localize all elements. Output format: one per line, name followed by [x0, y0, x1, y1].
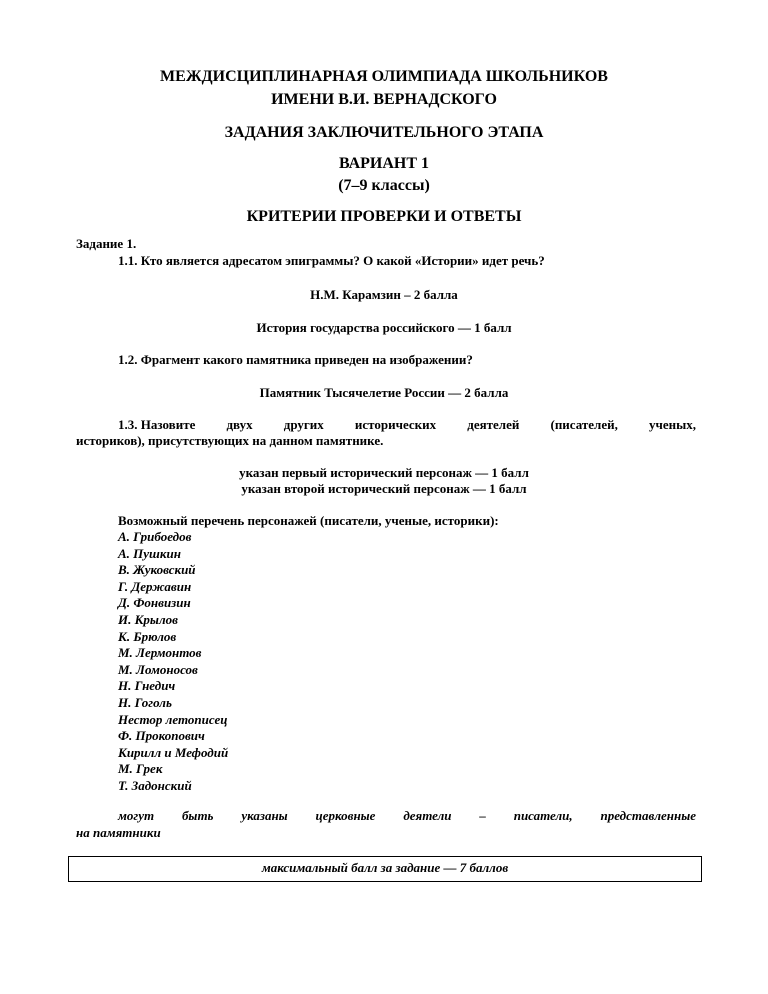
list-item: Ф. Прокопович: [118, 728, 205, 744]
list-item: М. Грек: [118, 761, 163, 777]
task-title: Задание 1.: [76, 236, 137, 251]
question-1-3-line-1: [118, 417, 696, 433]
list-item: Н. Гоголь: [118, 694, 172, 710]
stage-heading: ЗАДАНИЯ ЗАКЛЮЧИТЕЛЬНОГО ЭТАПА: [224, 124, 544, 141]
note-line-2: на памятники: [76, 825, 161, 840]
answer-1-3-b: указан второй исторический персонаж — 1 балл: [241, 481, 527, 496]
question-1-3-line-2: историков), присутствующих на данном памятнике.: [76, 433, 384, 448]
list-item: Кирилл и Мефодий: [118, 744, 229, 760]
note-word: указаны: [241, 808, 288, 823]
persons-list: [118, 529, 228, 795]
answer-1-1-b: История государства российского — 1 балл: [256, 320, 512, 335]
section-heading: КРИТЕРИИ ПРОВЕРКИ И ОТВЕТЫ: [246, 208, 522, 225]
answer-1-2: Памятник Тысячелетие России — 2 балла: [259, 385, 509, 400]
list-item: Нестор летописец: [118, 711, 228, 727]
note-word: церковные: [315, 808, 376, 823]
answer-1-3-a: указан первый исторический персонаж — 1 балл: [239, 465, 529, 480]
note-word: деятели: [403, 808, 452, 823]
list-item: Н. Гнедич: [118, 678, 176, 694]
title-line-1: МЕЖДИСЦИПЛИНАРНАЯ ОЛИМПИАДА ШКОЛЬНИКОВ: [160, 68, 608, 85]
note-word: могут: [118, 808, 155, 823]
max-score-text: максимальный балл за задание — 7 баллов: [261, 860, 509, 875]
list-item: В. Жуковский: [118, 562, 196, 578]
list-item: М. Ломоносов: [118, 661, 198, 677]
title-line-2: ИМЕНИ В.И. ВЕРНАДСКОГО: [271, 91, 497, 108]
list-item: М. Лермонтов: [118, 645, 202, 661]
list-title: Возможный перечень персонажей (писатели, ученые, историки):: [118, 513, 499, 528]
list-item: А. Грибоедов: [118, 529, 192, 544]
q3-word: (писателей,: [550, 417, 618, 432]
grades-heading: (7–9 классы): [338, 177, 430, 194]
question-1-1: 1.1. Кто является адресатом эпиграммы? О какой «Истории» идет речь?: [118, 253, 545, 268]
list-item: Т. Задонский: [118, 777, 192, 793]
variant-heading: ВАРИАНТ 1: [338, 155, 430, 172]
list-item: А. Пушкин: [118, 545, 181, 561]
question-1-2: 1.2. Фрагмент какого памятника приведен на изображении?: [118, 352, 473, 367]
max-score-box: [68, 856, 702, 882]
list-item: К. Брюлов: [118, 628, 177, 644]
q3-word: двух: [226, 417, 253, 432]
note-word: быть: [181, 808, 214, 823]
note-line-1: [118, 808, 696, 824]
answer-1-1-a: Н.М. Карамзин – 2 балла: [310, 287, 458, 302]
note-word: представленные: [600, 808, 696, 823]
list-item: Д. Фонвизин: [118, 595, 191, 611]
list-item: И. Крылов: [118, 611, 178, 627]
q3-word: ученых,: [648, 417, 696, 432]
q3-word: деятелей: [467, 417, 520, 432]
note-word: –: [479, 808, 486, 823]
q3-word: других: [283, 417, 324, 432]
note-word: писатели,: [513, 808, 573, 823]
q3-word: исторических: [354, 417, 437, 432]
list-item: Г. Державин: [118, 578, 192, 594]
q3-word: 1.3. Назовите: [118, 417, 196, 432]
